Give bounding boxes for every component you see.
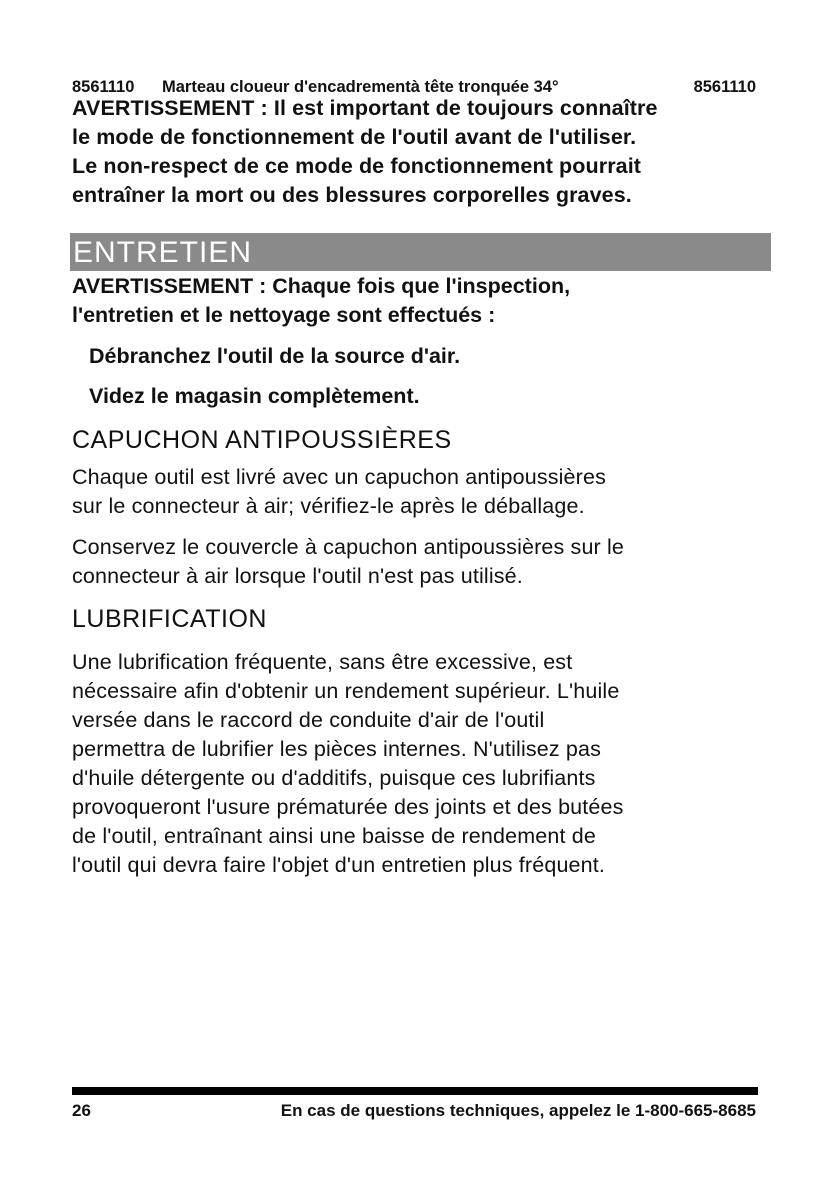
section-banner — [70, 233, 771, 271]
paragraph-line: Chaque outil est livré avec un capuchon antipoussières — [72, 465, 606, 489]
paragraph-line: nécessaire afin d'obtenir un rendement supérieur. L'huile — [72, 679, 620, 703]
header-model-number-left: 8561110 — [72, 78, 135, 96]
maintenance-warning — [72, 272, 762, 330]
section-title: ENTRETIEN — [73, 236, 253, 269]
maintenance-step: Videz le magasin complètement. — [89, 384, 420, 408]
paragraph-line: versée dans le raccord de conduite d'air de l'outil — [72, 708, 545, 732]
page-footer — [72, 1099, 758, 1123]
warning-line: Le non-respect de ce mode de fonctionnement pourrait — [72, 154, 642, 178]
manual-page — [72, 0, 758, 1191]
warning-line: l'entretien et le nettoyage sont effectués : — [72, 303, 496, 327]
page-number: 26 — [72, 1101, 91, 1120]
paragraph-line: connecteur à air lorsque l'outil n'est pas utilisé. — [72, 564, 523, 588]
header-product-title: Marteau cloueur d'encadrementà tête tronquée 34° — [162, 78, 559, 96]
paragraph-line: d'huile détergente ou d'additifs, puisque ces lubrifiants — [72, 766, 596, 790]
paragraph-line: l'outil qui devra faire l'objet d'un entretien plus fréquent. — [72, 853, 606, 877]
dust-cap-heading: CAPUCHON ANTIPOUSSIÈRES — [72, 426, 452, 454]
maintenance-step: Débranchez l'outil de la source d'air. — [89, 344, 461, 368]
dust-cap-paragraph — [72, 533, 772, 591]
lubrication-paragraph — [72, 648, 772, 880]
paragraph-line: Conservez le couvercle à capuchon antipoussières sur le — [72, 535, 625, 559]
header-model-number-right: 8561110 — [693, 78, 756, 96]
paragraph-line: permettra de lubrifier les pièces internes. N'utilisez pas — [72, 737, 602, 761]
paragraph-line: de l'outil, entraînant ainsi une baisse de rendement de — [72, 824, 596, 848]
dust-cap-paragraph — [72, 463, 772, 521]
warning-line: AVERTISSEMENT : Chaque fois que l'inspection, — [72, 274, 571, 298]
operation-warning — [72, 94, 772, 210]
paragraph-line: sur le connecteur à air; vérifiez-le après le déballage. — [72, 494, 585, 518]
warning-line: AVERTISSEMENT : Il est important de toujours connaître — [72, 96, 658, 120]
paragraph-line: Une lubrification fréquente, sans être excessive, est — [72, 650, 573, 674]
paragraph-line: provoqueront l'usure prématurée des joints et des butées — [72, 795, 624, 819]
warning-line: entraîner la mort ou des blessures corporelles graves. — [72, 183, 632, 207]
lubrication-heading: LUBRIFICATION — [72, 605, 267, 633]
footer-divider — [72, 1087, 758, 1095]
warning-line: le mode de fonctionnement de l'outil avant de l'utiliser. — [72, 125, 637, 149]
technical-support-phone: En cas de questions techniques, appelez le 1-800-665-8685 — [280, 1101, 756, 1120]
